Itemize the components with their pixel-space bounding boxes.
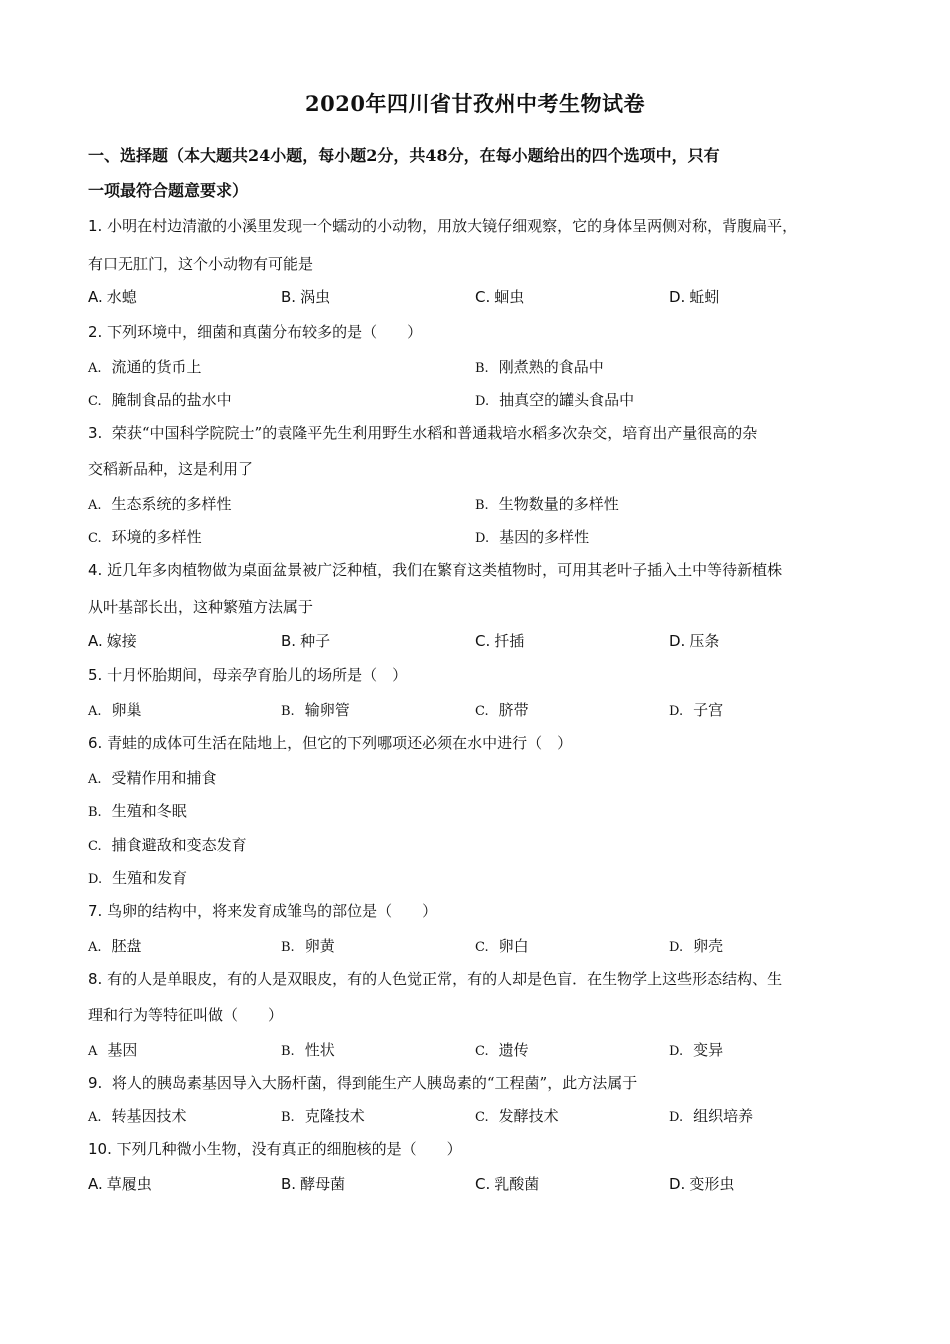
q2-option-c: C. 腌制食品的盐水中 (88, 391, 232, 409)
q7-option-b: B. 卵黄 (281, 937, 335, 955)
question-number: 4. (88, 561, 103, 579)
q9-option-d: D. 组织培养 (669, 1107, 754, 1125)
question-text: 有的人是单眼皮，有的人是双眼皮，有的人色觉正常，有的人却是色盲．在生物学上这些形态结构、生 (107, 970, 783, 988)
question-text: 近几年多肉植物做为桌面盆景被广泛种植，我们在繁育这类植物时，可用其老叶子插入土中等待新植株 (107, 561, 783, 579)
question-9 (88, 1073, 878, 1093)
q1-option-a: A. 水螅 (88, 288, 137, 306)
q10-option-b: B. 酵母菌 (281, 1175, 346, 1193)
question-number: 10. (88, 1140, 112, 1158)
q8-option-a: A 基因 (88, 1041, 138, 1059)
question-number: 5. (88, 666, 103, 684)
question-6 (88, 733, 878, 753)
q2-option-b: B. 刚煮熟的食品中 (475, 358, 604, 376)
question-3-line2: 交稻新品种，这是利用了 (88, 460, 254, 478)
section-heading-line1: 一、选择题（本大题共24小题，每小题2分，共48分，在每小题给出的四个选项中，只有 (88, 146, 720, 165)
question-3 (88, 423, 878, 443)
q10-option-c: C. 乳酸菌 (475, 1175, 540, 1193)
q9-option-c: C. 发酵技术 (475, 1107, 559, 1125)
q2-option-a: A. 流通的货币上 (88, 358, 202, 376)
question-5 (88, 665, 878, 685)
q7-option-c: C. 卵白 (475, 937, 529, 955)
q6-option-b: B. 生殖和冬眠 (88, 802, 187, 820)
q5-option-a: A. 卵巢 (88, 701, 142, 719)
question-text: 鸟卵的结构中，将来发育成雏鸟的部位是（ ） (107, 902, 438, 920)
q5-option-d: D. 子宫 (669, 701, 724, 719)
question-8-line2: 理和行为等特征叫做（ ） (88, 1006, 284, 1024)
q3-option-a: A. 生态系统的多样性 (88, 495, 232, 513)
q5-option-c: C. 脐带 (475, 701, 529, 719)
question-2 (88, 322, 878, 342)
q4-option-a: A. 嫁接 (88, 632, 137, 650)
q9-option-a: A. 转基因技术 (88, 1107, 187, 1125)
question-10 (88, 1139, 878, 1159)
question-text: 十月怀胎期间，母亲孕育胎儿的场所是（ ） (107, 666, 408, 684)
page-title: 2020年四川省甘孜州中考生物试卷 (305, 91, 645, 116)
question-1 (88, 216, 878, 236)
question-text: 将人的胰岛素基因导入大肠杆菌，得到能生产人胰岛素的“工程菌”，此方法属于 (111, 1074, 638, 1092)
question-8 (88, 969, 878, 989)
q3-option-d: D. 基因的多样性 (475, 528, 590, 546)
question-number: 6. (88, 734, 103, 752)
question-number: 1. (88, 217, 103, 235)
q9-option-b: B. 克隆技术 (281, 1107, 365, 1125)
q8-option-d: D. 变异 (669, 1041, 724, 1059)
question-text: 下列几种微小生物，没有真正的细胞核的是（ ） (116, 1140, 462, 1158)
q3-option-b: B. 生物数量的多样性 (475, 495, 619, 513)
question-number: 9. (88, 1074, 103, 1092)
q5-option-b: B. 输卵管 (281, 701, 350, 719)
q7-option-d: D. 卵壳 (669, 937, 724, 955)
question-text: 下列环境中，细菌和真菌分布较多的是（ ） (107, 323, 423, 341)
q8-option-b: B. 性状 (281, 1041, 335, 1059)
q4-option-c: C. 扦插 (475, 632, 525, 650)
q4-option-b: B. 种子 (281, 632, 331, 650)
q6-option-c: C. 捕食避敌和变态发育 (88, 836, 247, 854)
question-number: 8. (88, 970, 103, 988)
question-4-line2: 从叶基部长出，这种繁殖方法属于 (88, 598, 314, 616)
q1-option-b: B. 涡虫 (281, 288, 331, 306)
q7-option-a: A. 胚盘 (88, 937, 142, 955)
question-number: 7. (88, 902, 103, 920)
question-7 (88, 901, 878, 921)
q1-option-d: D. 蚯蚓 (669, 288, 720, 306)
q10-option-a: A. 草履虫 (88, 1175, 152, 1193)
q4-option-d: D. 压条 (669, 632, 720, 650)
section-heading-line2: 一项最符合题意要求） (88, 181, 249, 200)
q8-option-c: C. 遗传 (475, 1041, 529, 1059)
q2-option-d: D. 抽真空的罐头食品中 (475, 391, 635, 409)
question-4 (88, 560, 878, 580)
q6-option-a: A. 受精作用和捕食 (88, 769, 217, 787)
question-text: 小明在村边清澈的小溪里发现一个蠕动的小动物，用放大镜仔细观察，它的身体呈两侧对称，背腹扁平， (107, 217, 798, 235)
question-1-line2: 有口无肛门，这个小动物有可能是 (88, 255, 314, 273)
q3-option-c: C. 环境的多样性 (88, 528, 202, 546)
q10-option-d: D. 变形虫 (669, 1175, 735, 1193)
q1-option-c: C. 蛔虫 (475, 288, 525, 306)
question-text: 荣获“中国科学院院士”的袁隆平先生利用野生水稻和普通栽培水稻多次杂交，培育出产量很高的杂 (111, 424, 758, 442)
question-number: 2. (88, 323, 103, 341)
question-number: 3. (88, 424, 103, 442)
q6-option-d: D. 生殖和发育 (88, 869, 188, 887)
question-text: 青蛙的成体可生活在陆地上，但它的下列哪项还必须在水中进行（ ） (107, 734, 573, 752)
